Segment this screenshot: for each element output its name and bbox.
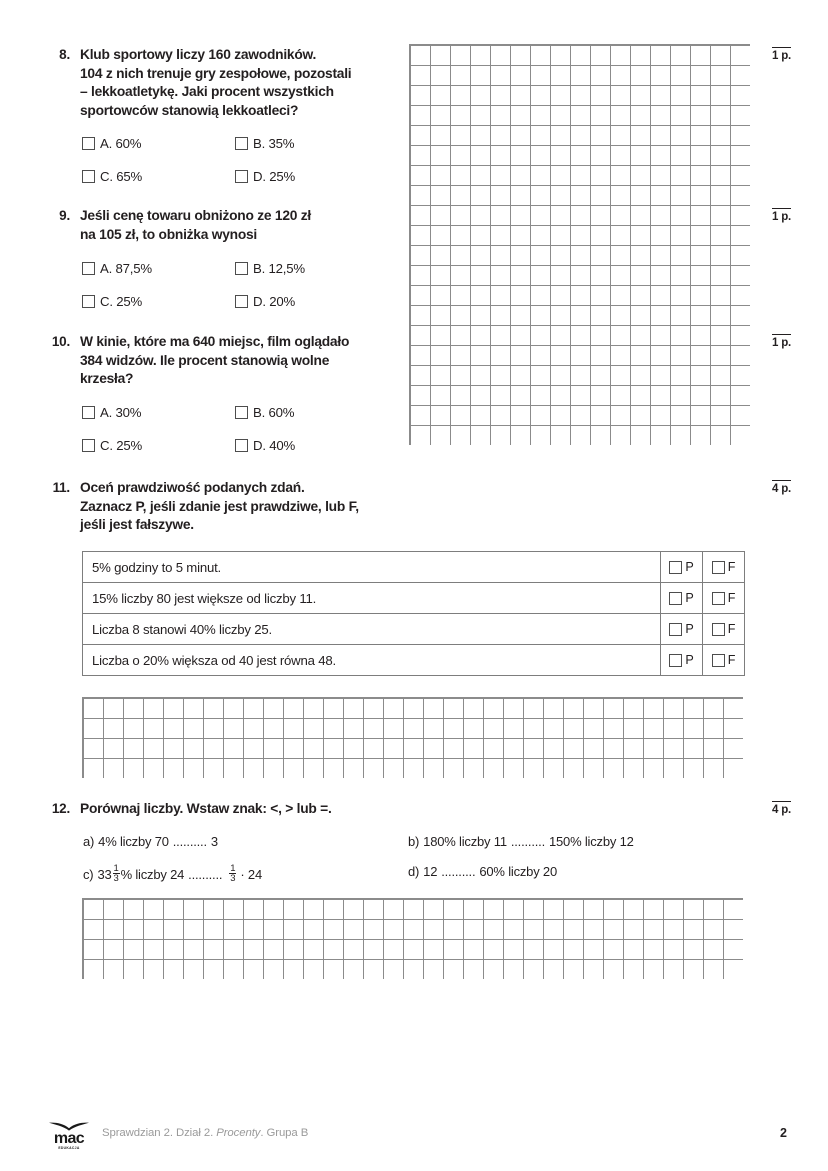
- checkbox-icon[interactable]: [712, 623, 725, 636]
- comparison-d-right: 60% liczby 20: [479, 864, 557, 879]
- question-10-text: [80, 333, 420, 389]
- comparison-c-blank[interactable]: ..........: [188, 866, 223, 882]
- comparison-b-marker: b): [408, 834, 420, 849]
- false-letter: F: [727, 560, 736, 574]
- comparison-a-right: 3: [210, 834, 218, 849]
- question-10-number: 10.: [51, 334, 70, 349]
- fraction-numerator: 1: [113, 862, 119, 874]
- checkbox-icon[interactable]: [712, 654, 725, 667]
- fraction-denominator: 3: [230, 873, 236, 885]
- option-label: D. 40%: [253, 438, 296, 453]
- question-8-points: 1 p.: [772, 47, 791, 62]
- option-label: D. 20%: [253, 294, 296, 309]
- checkbox-icon[interactable]: [712, 592, 725, 605]
- checkbox-icon[interactable]: [669, 561, 682, 574]
- checkbox-icon[interactable]: [82, 262, 95, 275]
- footer-suffix: . Grupa B: [260, 1127, 309, 1139]
- page-number: 2: [780, 1126, 787, 1140]
- comparison-c[interactable]: [83, 864, 262, 885]
- footer-caption: [102, 1127, 308, 1139]
- checkbox-icon[interactable]: [235, 439, 248, 452]
- question-8-line-1: Klub sportowy liczy 160 zawodników.: [80, 47, 317, 62]
- table-row: [83, 614, 745, 645]
- question-9-line-2: na 105 zł, to obniżka wynosi: [80, 226, 258, 242]
- question-9-number: 9.: [59, 208, 70, 223]
- checkbox-icon[interactable]: [82, 137, 95, 150]
- checkbox-icon[interactable]: [82, 439, 95, 452]
- question-9-points: 1 p.: [772, 208, 791, 223]
- comparison-d-blank[interactable]: ..........: [441, 864, 476, 879]
- comparison-c-marker: c): [83, 866, 94, 882]
- false-letter: F: [727, 591, 736, 605]
- work-grid-question-12: [82, 898, 743, 979]
- option-label: C. 65%: [100, 169, 143, 184]
- question-10-option-b[interactable]: [235, 405, 294, 420]
- comparison-b[interactable]: [408, 834, 634, 849]
- question-8-line-3: – lekkoatletykę. Jaki procent wszystkich: [80, 84, 334, 100]
- question-11-points: 4 p.: [772, 480, 791, 495]
- question-10-option-c[interactable]: [82, 438, 142, 453]
- comparison-d[interactable]: [408, 864, 557, 879]
- option-label: B. 60%: [253, 405, 295, 420]
- true-letter: P: [685, 560, 694, 574]
- false-cell[interactable]: [703, 552, 745, 583]
- comparison-c-right: · 24: [240, 866, 262, 882]
- question-8-option-a[interactable]: [82, 136, 141, 151]
- true-letter: P: [685, 653, 694, 667]
- statement-cell: 5% godziny to 5 minut.: [83, 552, 661, 583]
- option-label: A. 30%: [100, 405, 142, 420]
- false-letter: F: [727, 653, 736, 667]
- question-8-text: [80, 46, 410, 120]
- work-grid-question-11: [82, 697, 743, 778]
- comparison-d-left: 12: [423, 864, 438, 879]
- comparison-b-right: 150% liczby 12: [548, 834, 634, 849]
- option-label: A. 87,5%: [100, 261, 152, 276]
- question-11-line-1: Oceń prawdziwość podanych zdań.: [80, 480, 305, 495]
- false-cell[interactable]: [703, 645, 745, 676]
- comparison-a-blank[interactable]: ..........: [172, 834, 207, 849]
- comparison-a-left: 4% liczby 70: [98, 834, 169, 849]
- question-8-option-d[interactable]: [235, 169, 295, 184]
- logo-wordmark: mac: [53, 1130, 85, 1147]
- option-label: D. 25%: [253, 169, 296, 184]
- question-12-text: [80, 800, 500, 819]
- false-cell[interactable]: [703, 583, 745, 614]
- comparison-b-blank[interactable]: ..........: [510, 834, 545, 849]
- question-8-line-2: 104 z nich trenuje gry zespołowe, pozostali: [80, 65, 352, 81]
- table-row: [83, 645, 745, 676]
- true-cell[interactable]: [661, 583, 703, 614]
- question-10-line-3: krzesła?: [80, 371, 134, 387]
- fraction-numerator: 1: [230, 862, 236, 874]
- question-9-option-b[interactable]: [235, 261, 305, 276]
- question-8-line-4: sportowców stanowią lekkoatleci?: [80, 102, 299, 118]
- question-8-option-c[interactable]: [82, 169, 142, 184]
- option-label: A. 60%: [100, 136, 142, 151]
- checkbox-icon[interactable]: [82, 295, 95, 308]
- question-11-number: 11.: [52, 480, 70, 495]
- false-cell[interactable]: [703, 614, 745, 645]
- checkbox-icon[interactable]: [669, 623, 682, 636]
- table-row: [83, 583, 745, 614]
- true-cell[interactable]: [661, 645, 703, 676]
- question-9-option-d[interactable]: [235, 294, 295, 309]
- true-letter: P: [685, 622, 694, 636]
- checkbox-icon[interactable]: [235, 262, 248, 275]
- checkbox-icon[interactable]: [669, 654, 682, 667]
- checkbox-icon[interactable]: [235, 170, 248, 183]
- question-10-points: 1 p.: [772, 334, 791, 349]
- statement-cell: Liczba 8 stanowi 40% liczby 25.: [83, 614, 661, 645]
- footer-topic: Procenty: [216, 1127, 261, 1139]
- option-label: C. 25%: [100, 438, 143, 453]
- checkbox-icon[interactable]: [235, 137, 248, 150]
- option-label: C. 25%: [100, 294, 143, 309]
- question-12-number: 12.: [51, 801, 70, 816]
- checkbox-icon[interactable]: [235, 295, 248, 308]
- true-cell[interactable]: [661, 552, 703, 583]
- footer-prefix: Sprawdzian 2. Dział 2.: [102, 1127, 217, 1139]
- true-cell[interactable]: [661, 614, 703, 645]
- question-10-line-2: 384 widzów. Ile procent stanowią wolne: [80, 352, 330, 368]
- question-9-text: [80, 207, 410, 244]
- comparison-a[interactable]: [83, 834, 218, 849]
- question-11-line-2: Zaznacz P, jeśli zdanie jest prawdziwe, lub F,: [80, 498, 359, 514]
- comparison-a-marker: a): [83, 834, 95, 849]
- checkbox-icon[interactable]: [82, 170, 95, 183]
- logo-subtext: EDUKACJA: [58, 1146, 80, 1150]
- fraction: [229, 864, 236, 885]
- comparison-b-left: 180% liczby 11: [423, 834, 507, 849]
- checkbox-icon[interactable]: [235, 406, 248, 419]
- question-10-option-a[interactable]: [82, 405, 141, 420]
- true-false-table: [82, 551, 745, 676]
- work-grid-side: [409, 44, 750, 445]
- false-letter: F: [727, 622, 736, 636]
- question-9-line-1: Jeśli cenę towaru obniżono ze 120 zł: [80, 208, 311, 223]
- option-label: B. 12,5%: [253, 261, 305, 276]
- question-11-line-3: jeśli jest fałszywe.: [80, 517, 194, 533]
- question-8-number: 8.: [59, 47, 70, 62]
- question-9-option-a[interactable]: [82, 261, 152, 276]
- mixed-fraction: [113, 864, 120, 885]
- statement-cell: Liczba o 20% większa od 40 jest równa 48.: [83, 645, 661, 676]
- question-9-option-c[interactable]: [82, 294, 142, 309]
- statement-cell: 15% liczby 80 jest większe od liczby 11.: [83, 583, 661, 614]
- question-11-text: [80, 479, 420, 535]
- true-letter: P: [685, 591, 694, 605]
- question-10-line-1: W kinie, które ma 640 miejsc, film oglądało: [80, 334, 350, 349]
- comparison-c-whole: 33: [97, 866, 112, 882]
- table-row: [83, 552, 745, 583]
- comparison-d-marker: d): [408, 864, 420, 879]
- question-12-points: 4 p.: [772, 801, 791, 816]
- checkbox-icon[interactable]: [712, 561, 725, 574]
- checkbox-icon[interactable]: [82, 406, 95, 419]
- option-label: B. 35%: [253, 136, 295, 151]
- mac-logo: [46, 1122, 92, 1154]
- checkbox-icon[interactable]: [669, 592, 682, 605]
- question-12-line-1: Porównaj liczby. Wstaw znak: <, > lub =.: [80, 801, 332, 816]
- comparison-c-after-fraction: % liczby 24: [120, 866, 185, 882]
- question-8-option-b[interactable]: [235, 136, 294, 151]
- fraction-denominator: 3: [113, 873, 119, 885]
- question-10-option-d[interactable]: [235, 438, 295, 453]
